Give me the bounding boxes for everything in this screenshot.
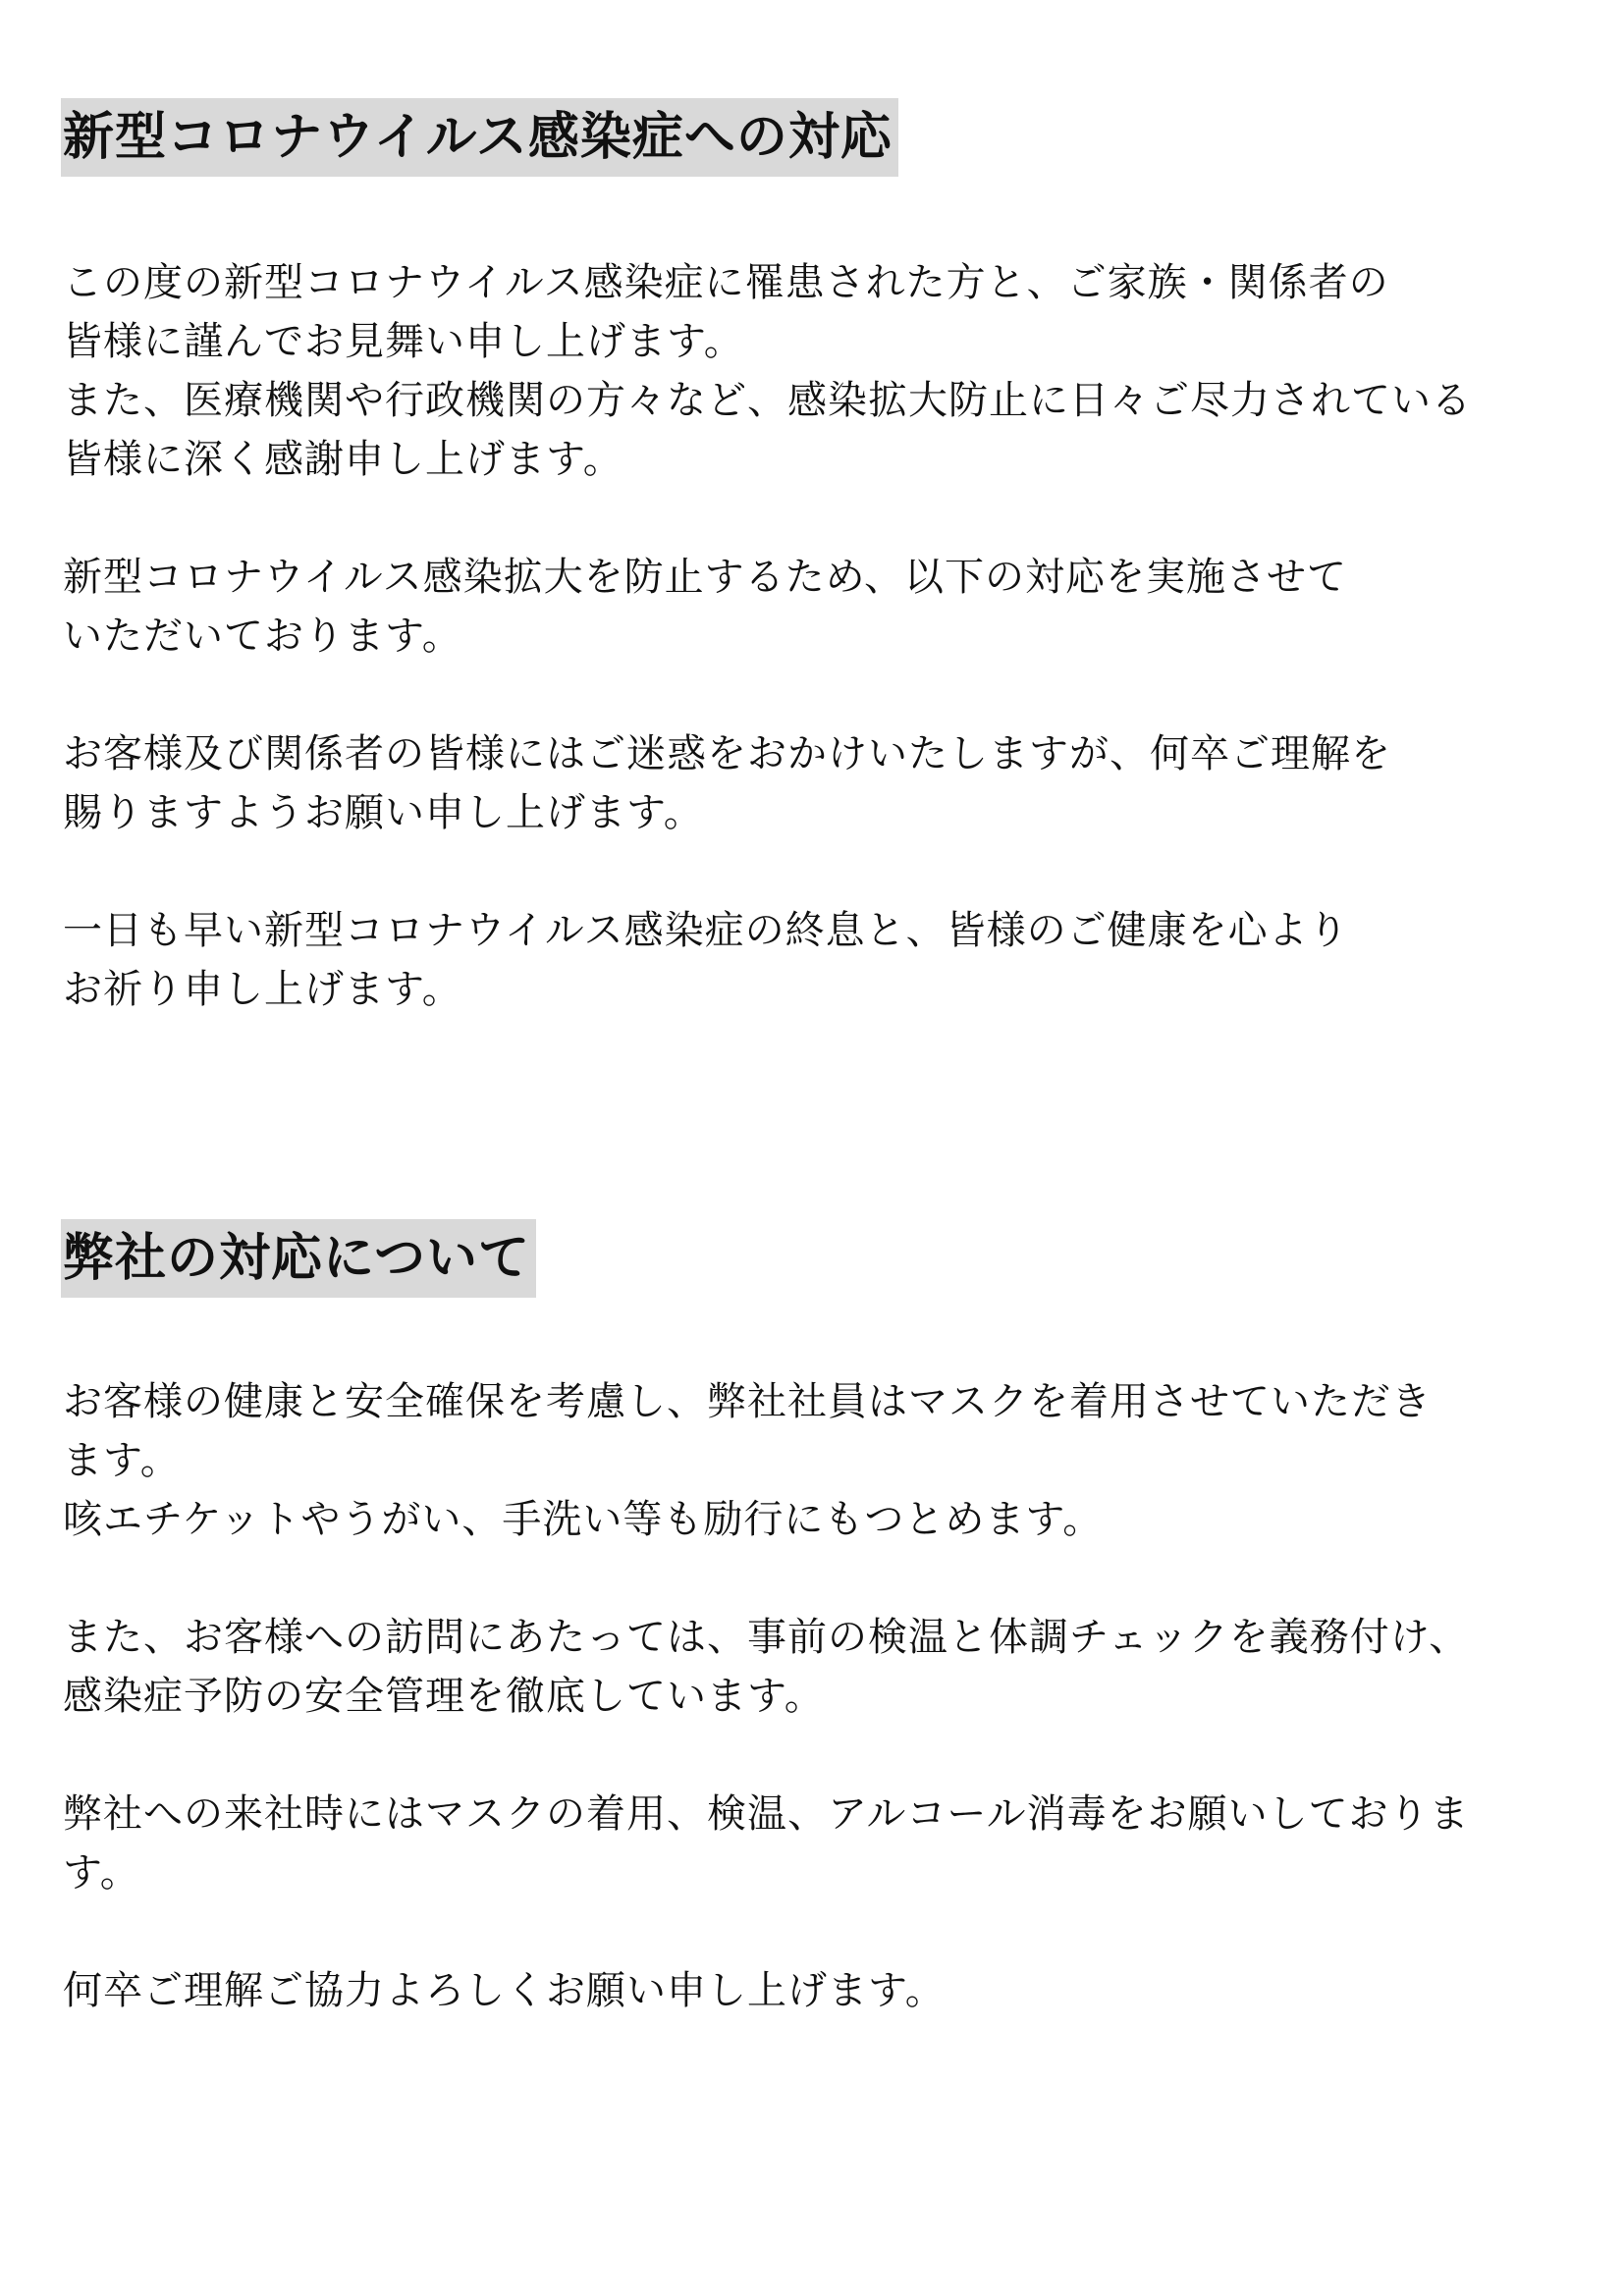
section-heading-covid-response: 新型コロナウイルス感染症への対応: [61, 98, 898, 177]
text-line: 一日も早い新型コロナウイルス感染症の終息と、皆様のご健康を心より: [63, 908, 1349, 953]
text-line: 咳エチケットやうがい、手洗い等も励行にもつとめます。: [63, 1497, 1104, 1542]
text-line: 感染症予防の安全管理を徹底しています。: [63, 1674, 825, 1719]
paragraph-closing: [63, 1961, 1575, 2020]
paragraph-wishes: [63, 901, 1575, 1019]
text-line: この度の新型コロナウイルス感染症に罹患された方と、ご家族・関係者の: [63, 260, 1389, 305]
paragraph-prevention-measures: [63, 548, 1575, 666]
section-heading-company-response: 弊社の対応について: [61, 1219, 536, 1298]
paragraph-office-visits: [63, 1785, 1575, 1902]
paragraph-masks: [63, 1372, 1575, 1549]
paragraph-visits: [63, 1608, 1575, 1726]
text-line: 皆様に謹んでお見舞い申し上げます。: [63, 319, 744, 364]
text-line: お祈り申し上げます。: [63, 967, 462, 1012]
text-line: 弊社への来社時にはマスクの着用、検温、アルコール消毒をお願いしておりま: [63, 1791, 1470, 1837]
text-line: いただいております。: [63, 614, 462, 659]
text-line: 新型コロナウイルス感染拡大を防止するため、以下の対応を実施させて: [63, 555, 1347, 600]
text-line: お客様の健康と安全確保を考慮し、弊社社員はマスクを着用させていただき: [63, 1379, 1432, 1424]
text-line: 皆様に深く感謝申し上げます。: [63, 437, 623, 482]
text-line: また、お客様への訪問にあたっては、事前の検温と体調チェックを義務付け、: [63, 1615, 1470, 1660]
paragraph-apology: [63, 724, 1575, 842]
text-line: す。: [63, 1850, 140, 1896]
text-line: 賜りますようお願い申し上げます。: [63, 790, 704, 835]
text-line: ます。: [63, 1438, 181, 1483]
text-line: お客様及び関係者の皆様にはご迷惑をおかけいたしますが、何卒ご理解を: [63, 731, 1391, 776]
text-line: また、医療機関や行政機関の方々など、感染拡大防止に日々ご尽力されている: [63, 378, 1472, 423]
paragraph-sympathy: [63, 253, 1575, 489]
text-line: 何卒ご理解ご協力よろしくお願い申し上げます。: [63, 1968, 946, 2013]
